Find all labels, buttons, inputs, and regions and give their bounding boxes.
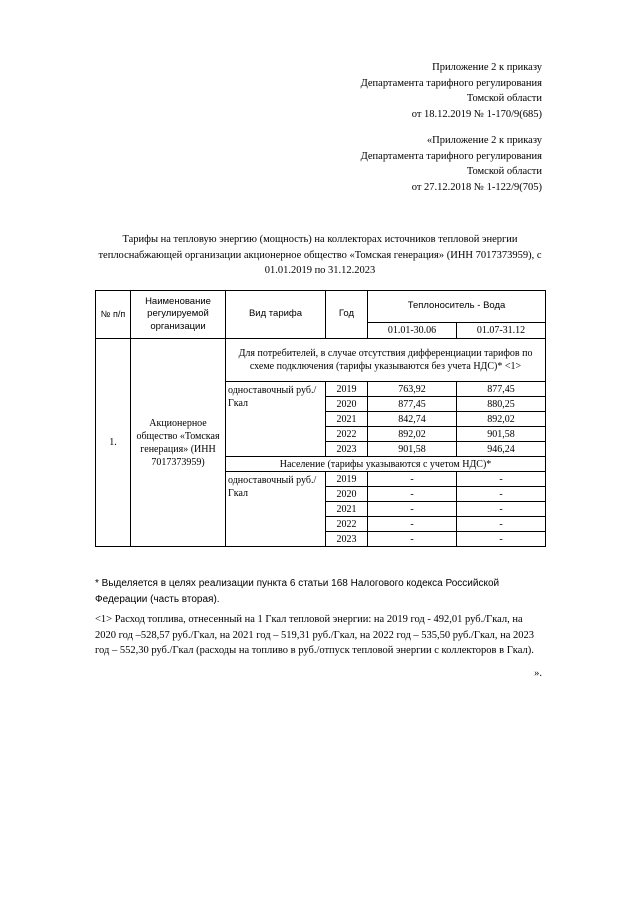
approval-line: Департамента тарифного регулирования bbox=[360, 77, 542, 89]
value-cell: - bbox=[457, 502, 546, 517]
value-cell: 946,24 bbox=[457, 442, 546, 457]
value-cell: 892,02 bbox=[368, 427, 457, 442]
approval-block-current bbox=[361, 60, 542, 122]
tariff-type-population: одноставочный руб./Гкал bbox=[226, 472, 326, 547]
value-cell: - bbox=[368, 517, 457, 532]
value-cell: - bbox=[457, 487, 546, 502]
approval-line: Томской области bbox=[466, 93, 542, 104]
value-cell: 842,74 bbox=[368, 412, 457, 427]
value-cell: 877,45 bbox=[457, 382, 546, 397]
value-cell: - bbox=[457, 517, 546, 532]
year-cell: 2019 bbox=[326, 382, 368, 397]
year-cell: 2020 bbox=[326, 487, 368, 502]
document-title: Тарифы на тепловую энергию (мощность) на коллекторах источников тепловой энергии теплоснабжающей организации акционерное общество «Томская генерация» (ИНН 7017373959), с 01.01.2019 по 31.12.2023 bbox=[98, 234, 542, 276]
value-cell: - bbox=[457, 472, 546, 487]
approval-line: от 18.12.2019 № 1-170/9(685) bbox=[411, 108, 542, 120]
closing-quote: ». bbox=[534, 668, 542, 679]
header-year: Год bbox=[326, 291, 368, 339]
year-cell: 2021 bbox=[326, 412, 368, 427]
value-cell: 901,58 bbox=[368, 442, 457, 457]
approval-line: Департамента тарифного регулирования bbox=[360, 150, 542, 162]
approval-line: Томской области bbox=[466, 166, 542, 177]
value-cell: - bbox=[457, 532, 546, 547]
row-number: 1. bbox=[96, 339, 131, 547]
value-cell: 892,02 bbox=[457, 412, 546, 427]
footnote-fuel: <1> Расход топлива, отнесенный на 1 Гкал тепловой энергии: на 2019 год - 492,01 руб./Гкал, на 2020 год –528,57 руб./Гкал, на 2021 год – 519,31 руб./Гкал, на 2022 год – 535,50 руб./Гкал, на 2023 год – 552,30 руб./Гкал (расходы на топливо в руб./отпуск тепловой энергии с коллекторов в Гкал). bbox=[95, 614, 535, 656]
approval-line: Приложение 2 к приказу bbox=[432, 62, 542, 73]
tariff-table bbox=[95, 290, 546, 547]
footnote-star: * Выделяется в целях реализации пункта 6 статьи 168 Налогового кодекса Российской Федерации (часть вторая). bbox=[95, 578, 500, 605]
organization-name: Акционерное общество «Томская генерация» (ИНН 7017373959) bbox=[131, 339, 226, 547]
header-number: № п/п bbox=[96, 291, 131, 339]
section-title-population: Население (тарифы указываются с учетом НДС)* bbox=[226, 457, 546, 472]
header-tariff-type: Вид тарифа bbox=[226, 291, 326, 339]
year-cell: 2023 bbox=[326, 442, 368, 457]
value-cell: 877,45 bbox=[368, 397, 457, 412]
value-cell: - bbox=[368, 532, 457, 547]
approval-block-previous bbox=[361, 133, 542, 195]
header-period-1: 01.01-30.06 bbox=[368, 323, 457, 339]
value-cell: 763,92 bbox=[368, 382, 457, 397]
tariff-type-consumers: одноставочный руб./Гкал bbox=[226, 382, 326, 457]
value-cell: - bbox=[368, 472, 457, 487]
year-cell: 2020 bbox=[326, 397, 368, 412]
value-cell: 880,25 bbox=[457, 397, 546, 412]
header-period-2: 01.07-31.12 bbox=[457, 323, 546, 339]
value-cell: 901,58 bbox=[457, 427, 546, 442]
year-cell: 2022 bbox=[326, 517, 368, 532]
header-heat-carrier: Теплоноситель - Вода bbox=[368, 291, 546, 323]
year-cell: 2021 bbox=[326, 502, 368, 517]
section-title-consumers: Для потребителей, в случае отсутствия дифференциации тарифов по схеме подключения (тарифы указываются без учета НДС)* <1> bbox=[226, 339, 546, 382]
approval-line: от 27.12.2018 № 1-122/9(705) bbox=[411, 181, 542, 193]
value-cell: - bbox=[368, 502, 457, 517]
year-cell: 2019 bbox=[326, 472, 368, 487]
value-cell: - bbox=[368, 487, 457, 502]
year-cell: 2023 bbox=[326, 532, 368, 547]
header-organization: Наименование регулируемой организации bbox=[131, 291, 226, 339]
approval-line: «Приложение 2 к приказу bbox=[426, 135, 542, 146]
year-cell: 2022 bbox=[326, 427, 368, 442]
